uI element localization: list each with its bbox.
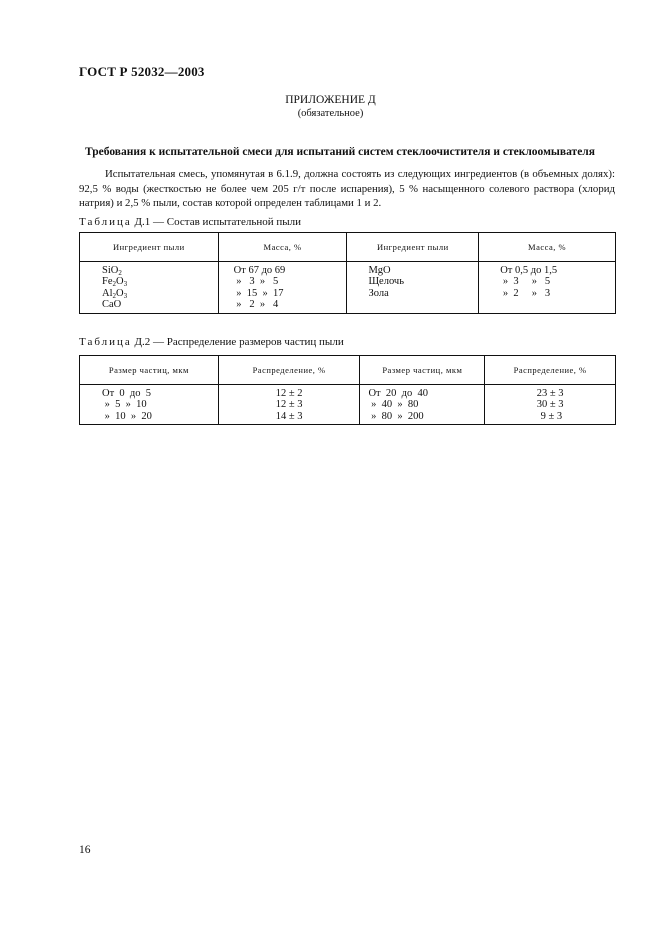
table2-header-cell: Размер частиц, мкм xyxy=(80,356,219,385)
table-cell: » 40 » 80 xyxy=(368,399,419,411)
table-cell: » 3 » 5 xyxy=(233,276,279,288)
appendix-status: (обязательное) xyxy=(297,108,364,119)
table1-header-cell: Масса, % xyxy=(218,233,347,262)
table2-row xyxy=(80,385,616,425)
table1-caption xyxy=(79,216,301,228)
table1-row xyxy=(80,262,616,314)
table2-header-cell: Распределение, % xyxy=(218,356,360,385)
table-cell: CaO xyxy=(102,298,122,310)
document-header: ГОСТ Р 52032—2003 xyxy=(79,64,205,79)
table1-header-cell: Ингредиент пыли xyxy=(80,233,219,262)
table-cell: » 2 » 3 xyxy=(500,287,551,299)
table2-caption xyxy=(79,336,344,348)
table2-caption-text: Д.2 — Распределение размеров частиц пыли xyxy=(134,336,344,348)
table-cell: » 10 » 20 xyxy=(102,410,152,422)
table-cell: SiO$_2$ xyxy=(102,265,122,277)
table-cell: » 3 » 5 xyxy=(500,276,551,288)
table-cell: » 5 » 10 xyxy=(102,399,147,411)
table-cell: Зола xyxy=(368,287,389,299)
table1 xyxy=(79,232,616,314)
table2 xyxy=(79,355,616,425)
table-cell: » 80 » 200 xyxy=(368,410,424,422)
table1-col-mass xyxy=(218,262,347,314)
table-cell: От 67 до 69 xyxy=(233,265,286,276)
table-cell: » 15 » 17 xyxy=(233,287,284,299)
table2-header-cell: Размер частиц, мкм xyxy=(360,356,485,385)
table-cell: » 2 » 4 xyxy=(233,298,279,310)
table1-header-cell: Ингредиент пыли xyxy=(347,233,479,262)
table2-header-cell: Распределение, % xyxy=(485,356,616,385)
table-cell: 9 ± 3 xyxy=(538,410,563,422)
appendix-title: ПРИЛОЖЕНИЕ Д xyxy=(285,94,376,106)
table-cell: 23 ± 3 xyxy=(536,388,564,399)
table1-label: Таблица xyxy=(79,216,132,228)
table2-col-distribution xyxy=(218,385,360,425)
table-cell: От 0 до 5 xyxy=(102,388,152,399)
table2-header-row xyxy=(80,356,616,385)
appendix-heading xyxy=(0,94,661,120)
table1-header-cell: Масса, % xyxy=(479,233,616,262)
section-title: Требования к испытательной смеси для испытаний систем стеклоочистителя и стеклоомывателя xyxy=(85,146,595,158)
intro-paragraph: Испытательная смесь, упомянутая в 6.1.9, должна состоять из следующих ингредиентов (в объемных долях): 92,5 % воды (жесткостью не более чем 205 г/т после испарения), 5 % насыщенного солевого раствора (хлорид натрия) и 2,5 % пыли, состав которой определен таблицами 1 и 2. xyxy=(79,168,615,209)
table1-col-ingredient-2 xyxy=(347,262,479,314)
table1-col-ingredient xyxy=(80,262,219,314)
table-cell: $Fe_2O_3$ xyxy=(102,276,128,289)
table-cell: От 20 до 40 xyxy=(368,388,428,399)
table2-col-size-2 xyxy=(360,385,485,425)
table2-col-size xyxy=(80,385,219,425)
table1-col-mass-2 xyxy=(479,262,616,314)
table-cell: Щелочь xyxy=(368,276,404,288)
table-cell: 12 ± 2 xyxy=(275,388,303,399)
table2-col-distribution-2 xyxy=(485,385,616,425)
table-cell: От 0,5 до 1,5 xyxy=(500,265,558,276)
table2-label: Таблица xyxy=(79,336,132,348)
page-number: 16 xyxy=(79,844,91,856)
table-cell: MgO xyxy=(368,265,391,276)
table-cell: $Al_2O_3$ xyxy=(102,287,128,300)
table-cell: 30 ± 3 xyxy=(536,399,564,411)
table-cell: 12 ± 3 xyxy=(275,399,303,411)
table-cell: 14 ± 3 xyxy=(275,410,303,422)
table1-header-row xyxy=(80,233,616,262)
table1-caption-text: Д.1 — Состав испытательной пыли xyxy=(134,216,302,228)
